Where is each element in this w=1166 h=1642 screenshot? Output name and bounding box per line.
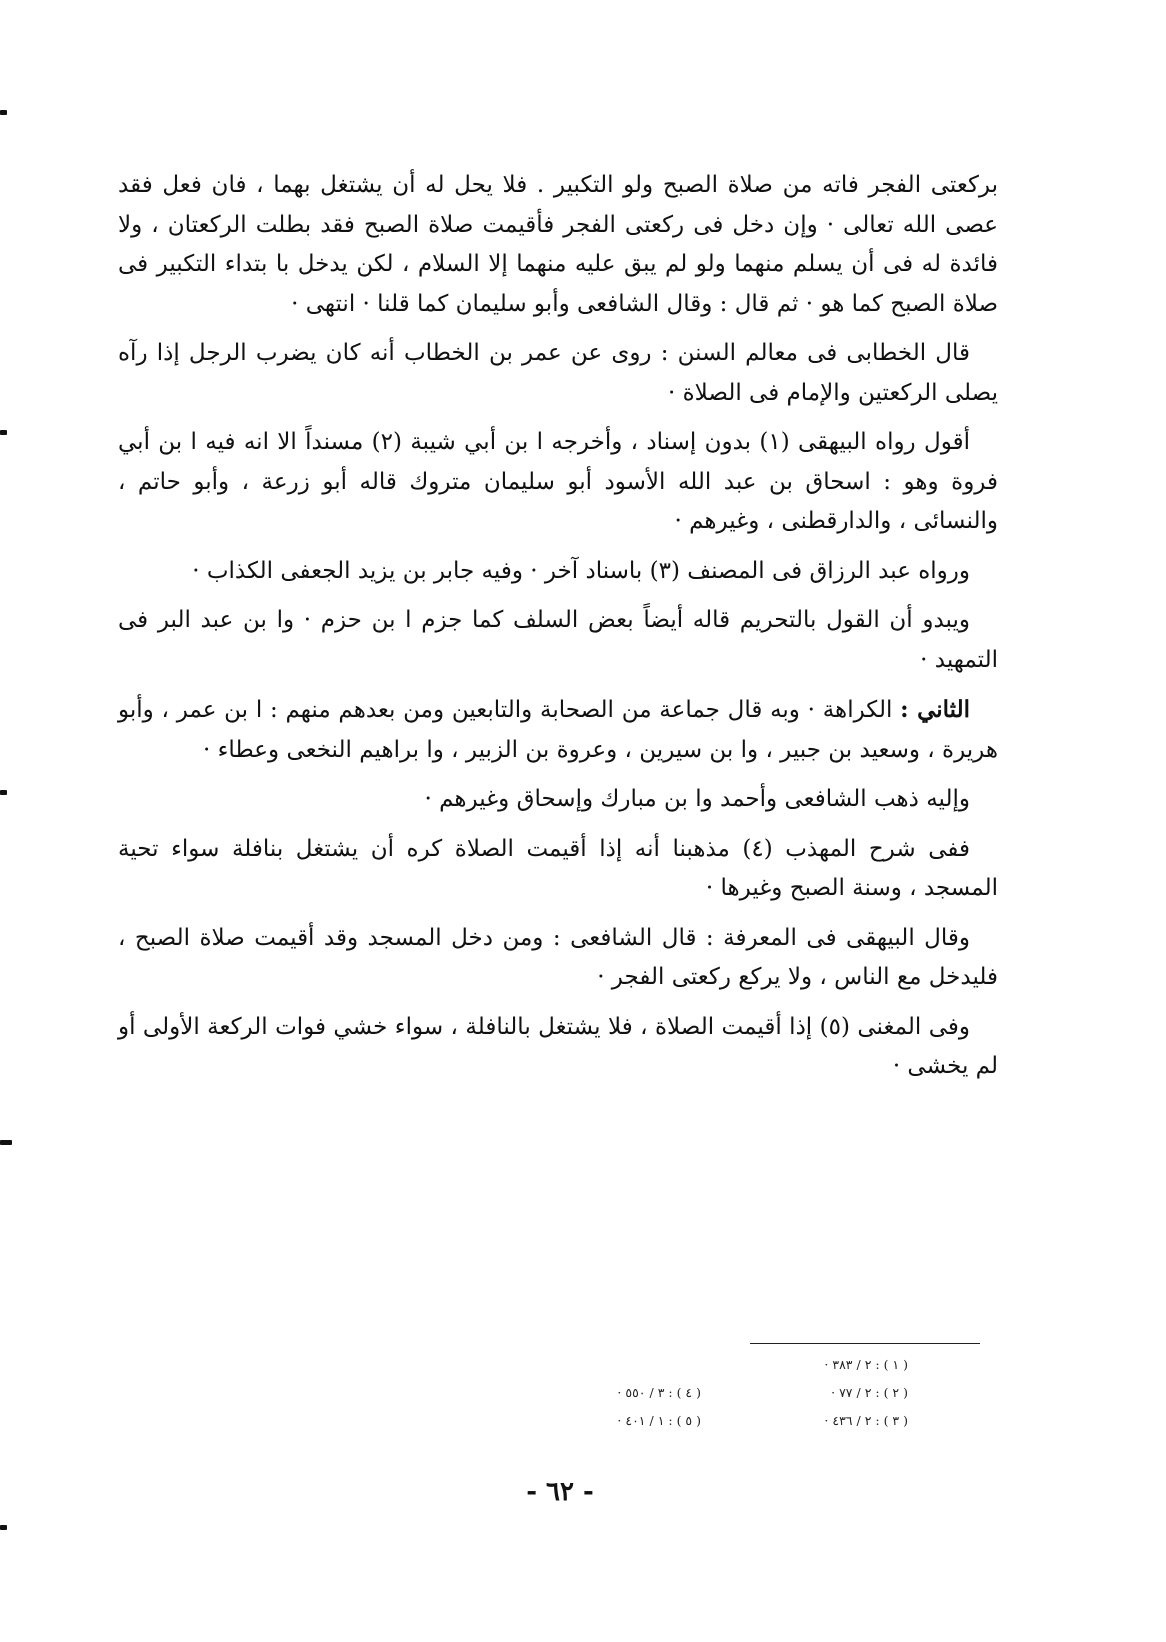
paragraph: ورواه عبد الرزاق فى المصنف (٣) باسناد آخر · وفيه جابر بن يزيد الجعفى الكذاب ·: [192, 557, 970, 584]
paragraph: أقول رواه البيهقى (١) بدون إسناد ، وأخرجه ا بن أبي شيبة (٢) مسنداً الا انه فيه ا بن أبي فروة وهو : اسحاق بن عبد الله الأسود أبو سليمان متروك قاله أبو زرعة ، وأبو حاتم ، والنسائى ، والدارقطنى ، وغيرهم ·: [118, 429, 998, 534]
footnote: ( ٥ ) : ١ / ٤٠١ ·: [617, 1413, 701, 1428]
scan-mark: [0, 1525, 7, 1530]
scan-mark: [0, 1140, 12, 1145]
paragraph: ويبدو أن القول بالتحريم قاله أيضاً بعض السلف كما جزم ا بن حزم · وا بن عبد البر فى التمهيد ·: [118, 607, 998, 673]
footnote-rule: [750, 1343, 980, 1344]
footnote: ( ٢ ) : ٢ / ٧٧ ·: [831, 1385, 908, 1400]
paragraph: ففى شرح المهذب (٤) مذهبنا أنه إذا أقيمت الصلاة كره أن يشتغل بنافلة سواء تحية المسجد ، وسنة الصبح وغيرها ·: [118, 835, 998, 901]
page-number: - ٦٢ -: [526, 1477, 594, 1507]
footnote: ( ٣ ) : ٢ / ٤٣٦ ·: [824, 1413, 908, 1428]
footnote: ( ٤ ) : ٣ / ٥٥٠ ·: [617, 1385, 701, 1400]
section-label: الثاني :: [900, 696, 970, 723]
scan-mark: [0, 430, 7, 435]
paragraph: قال الخطابى فى معالم السنن : روى عن عمر بن الخطاب أنه كان يضرب الرجل إذا رآه يصلى الركعتين والإمام فى الصلاة ·: [118, 340, 998, 406]
paragraph: وإليه ذهب الشافعى وأحمد وا بن مبارك وإسحاق وغيرهم ·: [424, 786, 970, 812]
paragraph: [118, 690, 998, 770]
paragraph-text: الكراهة · وبه قال جماعة من الصحابة والتابعين ومن بعدهم منهم : ا بن عمر ، وأبو هريرة ، وسعيد بن جبير ، وا بن سيرين ، وعروة بن الزبير ، وا براهيم النخعى وعطاء ·: [118, 697, 998, 763]
paragraph: وقال البيهقى فى المعرفة : قال الشافعى : ومن دخل المسجد وقد أقيمت صلاة الصبح ، فليدخل مع الناس ، ولا يركع ركعتى الفجر ·: [118, 924, 998, 990]
scan-mark: [0, 110, 7, 115]
paragraph: وفى المغنى (٥) إذا أقيمت الصلاة ، فلا يشتغل بالنافلة ، سواء خشي فوات الركعة الأولى أو لم يخشى ·: [118, 1013, 998, 1079]
body-text: [118, 166, 998, 1097]
footnote: ( ١ ) : ٢ / ٣٨٣ ·: [824, 1357, 908, 1372]
scan-mark: [0, 790, 7, 795]
paragraph: بركعتى الفجر فاته من صلاة الصبح ولو التكبير . فلا يحل له أن يشتغل بهما ، فان فعل فقد عصى الله تعالى · وإن دخل فى ركعتى الفجر فأقيمت صلاة الصبح فقد بطلت الركعتان ، ولا فائدة له فى أن يسلم منهما ولو لم يبق عليه منهما إلا السلام ، لكن يدخل با بتداء التكبير فى صلاة الصبح كما هو · ثم قال : وقال الشافعى وأبو سليمان كما قلنا · انتهى ·: [118, 172, 998, 317]
